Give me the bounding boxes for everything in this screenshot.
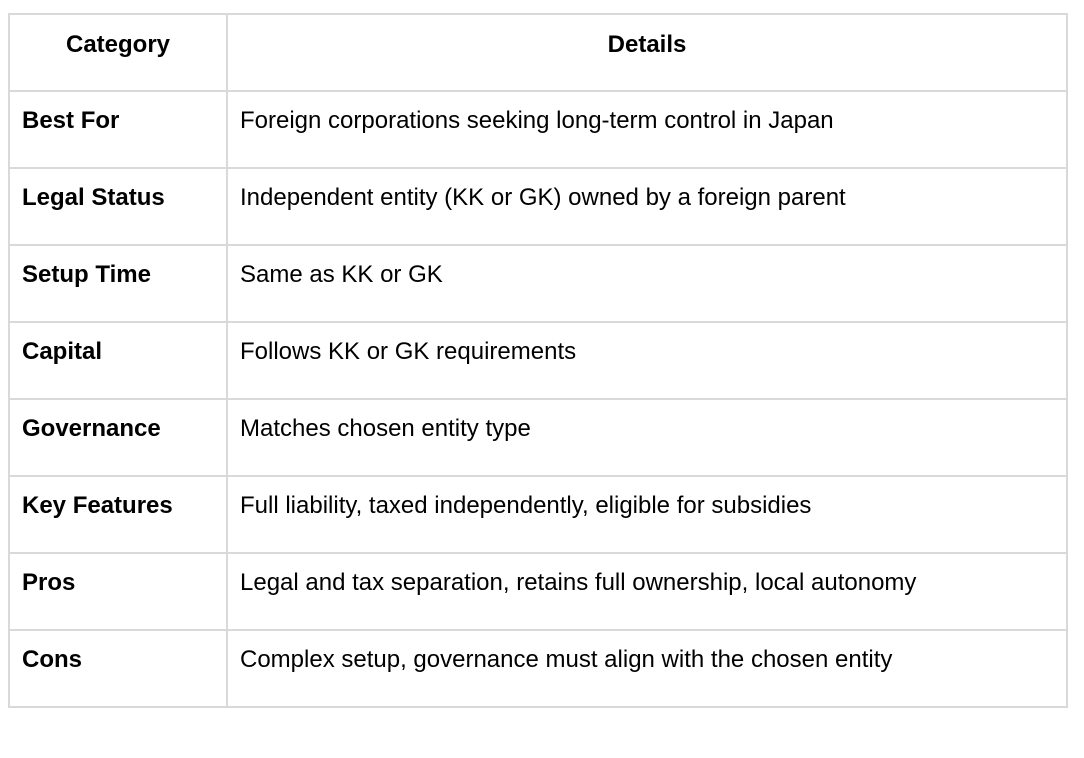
table-row <box>9 476 1067 553</box>
category-cell: Cons <box>9 630 227 707</box>
table-header-row <box>9 14 1067 91</box>
table-row <box>9 91 1067 168</box>
category-cell: Best For <box>9 91 227 168</box>
table-row <box>9 630 1067 707</box>
column-header-category: Category <box>9 14 227 91</box>
table-row <box>9 168 1067 245</box>
details-cell: Same as KK or GK <box>227 245 1067 322</box>
details-cell: Full liability, taxed independently, eligible for subsidies <box>227 476 1067 553</box>
category-cell: Governance <box>9 399 227 476</box>
table-row <box>9 322 1067 399</box>
details-cell: Follows KK or GK requirements <box>227 322 1067 399</box>
category-cell: Key Features <box>9 476 227 553</box>
table-row <box>9 399 1067 476</box>
category-cell: Legal Status <box>9 168 227 245</box>
column-header-details: Details <box>227 14 1067 91</box>
details-cell: Complex setup, governance must align with the chosen entity <box>227 630 1067 707</box>
details-cell: Legal and tax separation, retains full ownership, local autonomy <box>227 553 1067 630</box>
category-cell: Capital <box>9 322 227 399</box>
table-row <box>9 245 1067 322</box>
category-cell: Pros <box>9 553 227 630</box>
table-row <box>9 553 1067 630</box>
details-cell: Matches chosen entity type <box>227 399 1067 476</box>
info-table <box>8 13 1068 708</box>
details-cell: Independent entity (KK or GK) owned by a foreign parent <box>227 168 1067 245</box>
category-cell: Setup Time <box>9 245 227 322</box>
details-cell: Foreign corporations seeking long-term control in Japan <box>227 91 1067 168</box>
